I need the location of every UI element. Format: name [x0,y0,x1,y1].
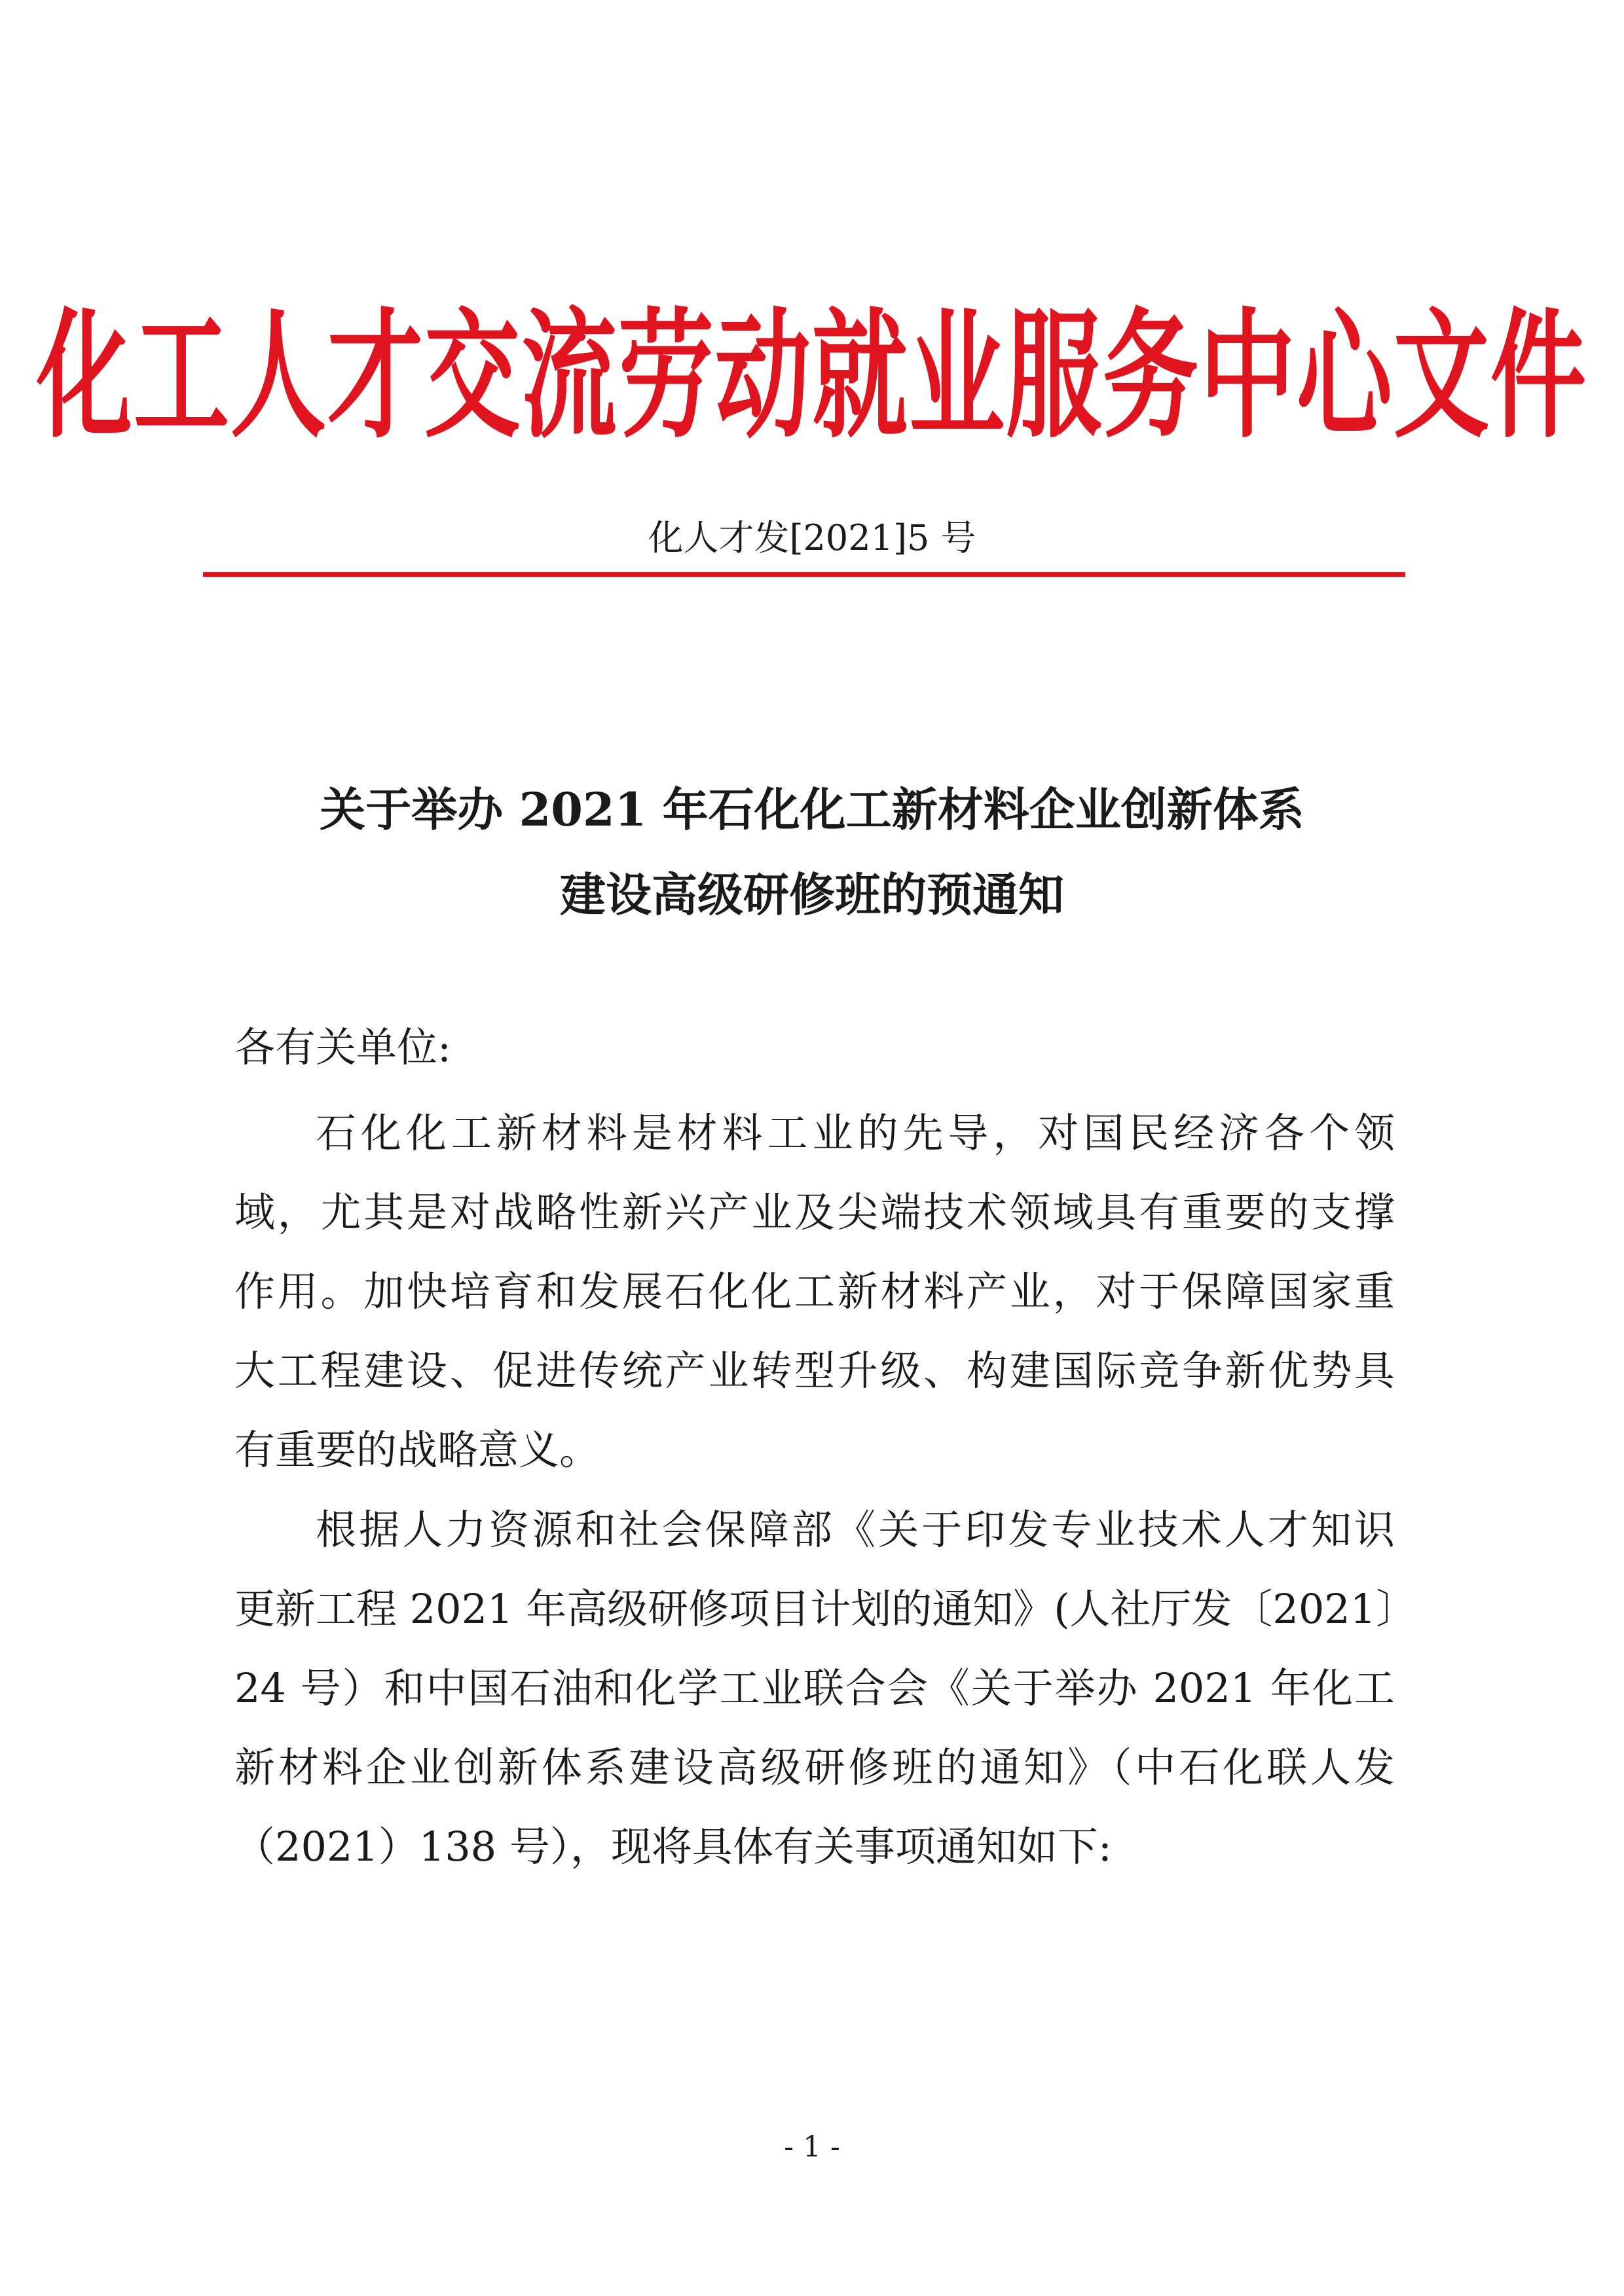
paragraph-line: 根据人力资源和社会保障部《关于印发专业技术人才知识 [316,1506,1395,1554]
paragraph-2 [234,1490,1417,1886]
paragraph-line: 域，尤其是对战略性新兴产业及尖端技术领域具有重要的支撑 [234,1188,1395,1236]
paragraph-1 [234,1093,1395,1489]
page-number: - 1 - [784,2130,840,2164]
paragraph-line: （2021）138 号），现将具体有关事项通知如下: [234,1823,1112,1870]
notice-title-line-2: 建设高级研修班的预通知 [560,867,1064,922]
paragraph-line: 有重要的战略意义。 [234,1426,600,1474]
notice-title [0,767,1624,938]
paragraph-line: 大工程建设、促进传统产业转型升级、构建国际竞争新优势具 [234,1347,1395,1394]
document-number: 化人才发[2021]5 号 [648,517,976,558]
paragraph-line: 作用。加快培育和发展石化化工新材料产业，对于保障国家重 [234,1267,1395,1315]
salutation: 各有关单位: [234,1023,451,1071]
paragraph-line: 更新工程 2021 年高级研修项目计划的通知》(人社厅发〔2021〕 [234,1585,1417,1633]
paragraph-line: 24 号）和中国石油和化学工业联合会《关于举办 2021 年化工 [234,1664,1395,1712]
paragraph-line: 石化化工新材料是材料工业的先导，对国民经济各个领 [316,1109,1395,1157]
org-header-title: 化工人才交流劳动就业服务中心文件 [37,295,1587,458]
header-divider [203,572,1405,577]
notice-title-line-1: 关于举办 2021 年石化化工新材料企业创新体系 [320,782,1304,837]
paragraph-line: 新材料企业创新体系建设高级研修班的通知》（中石化联人发 [234,1743,1395,1791]
